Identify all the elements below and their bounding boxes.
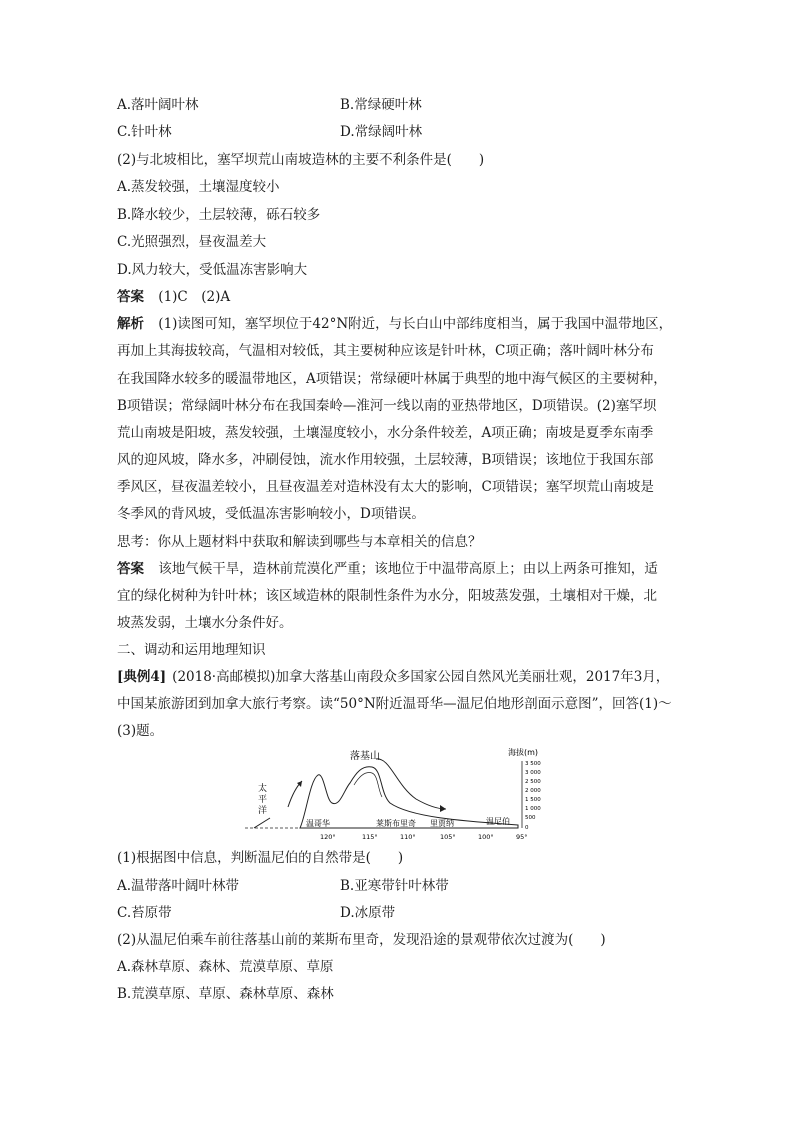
y-tick-500: 500 — [525, 815, 536, 821]
q1-option-b: B.常绿硬叶林 — [340, 97, 422, 113]
answer-line — [117, 287, 230, 307]
analysis-line-7: 季风区，昼夜温差较小，且昼夜温差对造林没有太大的影响，C项错误；塞罕坝荒山南坡是 — [117, 479, 654, 495]
y-tick-3500: 3 500 — [525, 761, 541, 767]
lon-tick-100: 100° — [478, 833, 494, 841]
answer2-line-1 — [117, 559, 658, 579]
q3-option-b: B.亚寒带针叶林带 — [340, 878, 449, 894]
lon-tick-110: 110° — [400, 833, 416, 841]
ocean-label-1: 太 — [258, 784, 268, 794]
answer-text: (1)C (2)A — [158, 289, 231, 305]
q1-option-c: C.针叶林 — [117, 124, 172, 140]
terrain-profile-figure — [240, 745, 560, 845]
inner-ridge-line — [354, 773, 382, 798]
analysis-line-3: 在我国降水较多的暖温带地区，A项错误；常绿硬叶林属于典型的地中海气候区的主要树种， — [117, 371, 667, 387]
answer2-line-3: 坡蒸发弱，土壤水分条件好。 — [117, 615, 293, 631]
q3-stem: (1)根据图中信息，判断温尼伯的自然带是( ) — [117, 850, 404, 866]
wind-arrow-descending — [376, 759, 446, 809]
lon-tick-115: 115° — [362, 833, 378, 841]
example-line-2: 中国某旅游团到加拿大旅行考察。读“50°N附近温哥华—温尼伯地形剖面示意图”，回答(1)～ — [117, 696, 672, 712]
ocean-label-3: 洋 — [258, 806, 268, 816]
answer-label: 答案 — [117, 289, 144, 305]
analysis-text-1: (1)读图可知，塞罕坝位于42°N附近，与长白山中部纬度相当，属于我国中温带地区， — [158, 316, 673, 332]
place-vancouver: 温哥华 — [306, 819, 330, 828]
analysis-line-1 — [117, 314, 672, 334]
answer2-label: 答案 — [117, 561, 144, 577]
q4-stem: (2)从温尼伯乘车前往落基山前的莱斯布里奇，发现沿途的景观带依次过渡为( ) — [117, 932, 606, 948]
section-heading: 二、调动和运用地理知识 — [117, 642, 266, 658]
example-text-1: (2018·高邮模拟)加拿大落基山南段众多国家公园自然风光美丽壮观，2017年3月， — [172, 669, 670, 685]
lon-tick-120: 120° — [320, 833, 336, 841]
place-winnipeg: 温尼伯 — [486, 817, 510, 826]
place-regina: 里贾纳 — [430, 819, 454, 828]
ocean-arrow — [254, 818, 270, 828]
q2-stem: (2)与北坡相比，塞罕坝荒山南坡造林的主要不利条件是( ) — [117, 152, 485, 168]
q2-option-d: D.风力较大，受低温冻害影响大 — [117, 262, 308, 278]
analysis-line-2: 再加上其海拔较高，气温相对较低，其主要树种应该是针叶林，C项正确；落叶阔叶林分布 — [117, 343, 654, 359]
q2-option-c: C.光照强烈，昼夜温差大 — [117, 234, 267, 250]
y-tick-2000: 2 000 — [525, 788, 541, 794]
y-tick-1500: 1 500 — [525, 797, 541, 803]
lon-tick-95: 95° — [516, 833, 528, 841]
lon-tick-105: 105° — [440, 833, 456, 841]
example-line-1 — [117, 667, 669, 687]
analysis-line-4: B项错误；常绿阔叶林分布在我国秦岭—淮河一线以南的亚热带地区，D项错误。(2)塞罕坝 — [117, 398, 657, 414]
answer2-line-2: 宜的绿化树种为针叶林；该区域造林的限制性条件为水分，阳坡蒸发强，土壤相对干燥，北 — [117, 588, 657, 604]
y-axis-title: 海拔(m) — [508, 748, 539, 757]
q3-option-c: C.苔原带 — [117, 905, 172, 921]
y-tick-3000: 3 000 — [525, 770, 541, 776]
ocean-label-2: 平 — [258, 795, 268, 805]
mountain-label: 落基山 — [350, 751, 380, 762]
q3-option-d: D.冰原带 — [340, 905, 396, 921]
q1-option-d: D.常绿阔叶林 — [340, 124, 423, 140]
q1-option-a: A.落叶阔叶林 — [117, 97, 199, 113]
analysis-label: 解析 — [117, 316, 144, 332]
q2-option-a: A.蒸发较强，土壤湿度较小 — [117, 179, 280, 195]
analysis-line-8: 冬季风的背风坡，受低温冻害影响较小，D项错误。 — [117, 506, 425, 522]
q4-option-b: B.荒漠草原、草原、森林草原、森林 — [117, 986, 334, 1002]
wind-arrowhead-2 — [440, 805, 446, 812]
y-tick-0: 0 — [525, 825, 529, 831]
q3-option-a: A.温带落叶阔叶林带 — [117, 878, 240, 894]
q2-option-b: B.降水较少，土层较薄，砾石较多 — [117, 207, 321, 223]
place-lethbridge: 莱斯布里奇 — [376, 819, 416, 828]
q4-option-a: A.森林草原、森林、荒漠草原、草原 — [117, 959, 334, 975]
answer2-text-1: 该地气候干旱，造林前荒漠化严重；该地位于中温带高原上；由以上两条可推知，适 — [158, 561, 658, 577]
y-tick-1000: 1 000 — [525, 806, 541, 812]
thinking-question: 思考：你从上题材料中获取和解读到哪些与本章相关的信息？ — [117, 534, 482, 550]
analysis-line-6: 风的迎风坡，降水多，冲刷侵蚀，流水作用较强，土层较薄，B项错误；该地位于我国东部 — [117, 452, 654, 468]
example-line-3: (3)题。 — [117, 723, 164, 739]
example-tag: [典例4] — [117, 669, 167, 685]
analysis-line-5: 荒山南坡是阳坡，蒸发较强，土壤湿度较小，水分条件较差，A项正确；南坡是夏季东南季 — [117, 425, 654, 441]
y-tick-2500: 2 500 — [525, 779, 541, 785]
